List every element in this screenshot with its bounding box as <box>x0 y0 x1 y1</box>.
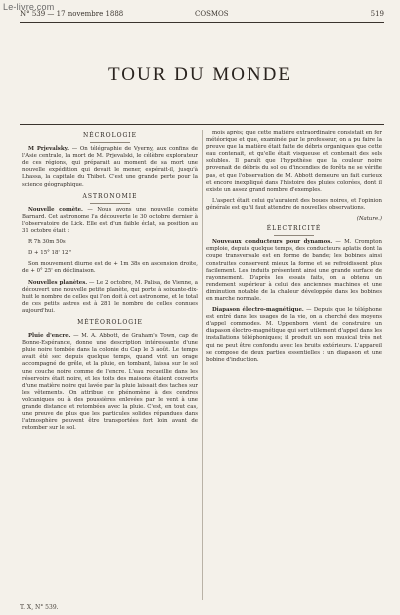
article-paragraph <box>22 239 198 246</box>
article-text: — M. Crompton emploie, depuis quelque temps, des conducteurs aplatis dont la coupe transversale est en forme de bande; les bobines ainsi construites conservent mieux la forme et se refroidissent plus facilement. Les induits présentent ainsi une grande surface de rayonnement. D'après les essais faits, on a obtenu un rendement supérieur à celui des anciennes machines et une diminution notable de la chaleur développée dans les bobines en marche normale. <box>206 239 382 302</box>
left-column <box>22 130 198 600</box>
article-paragraph <box>22 280 198 315</box>
section-title: NÉCROLOGIE <box>82 132 138 139</box>
section-rule <box>90 142 130 143</box>
article-text: L'aspect était celui qu'auraient des boues noires, et l'opinion générale est qu'il faut attendre de nouvelles observations. <box>206 197 382 211</box>
article-lead: Nouvelles planètes. <box>28 279 88 286</box>
section-rule <box>274 235 314 236</box>
masthead-rule <box>20 124 384 125</box>
article-paragraph <box>22 261 198 275</box>
article-text: Son mouvement diurne est de + 1m 38s en ascension droite, de + 0° 25' en déclinaison. <box>22 261 198 275</box>
page-footer: T. X, N° 539. <box>20 604 59 611</box>
article-text: — Depuis que le téléphone est entré dans les usages de la vie, on a cherché des moyens d'appel commodes. M. Uppenborn vient de construire un diapason électro-magnétique qui sert utilement d'appel dans les installations téléphoniques; il produit un son musical très net qui ne peut être confondu avec les bruits extérieurs. L'appareil se compose de deux parties essentielles : un diapason et une bobine d'induction. <box>206 307 382 363</box>
article-text: — Nous avons une nouvelle comète Barnard. Cet astronome l'a découverte le 30 octobre dernier à l'observatoire de Lick. Elle est d'un faible éclat, sa position au 31 octobre était : <box>22 206 198 235</box>
article-paragraph <box>206 239 382 303</box>
article-paragraph <box>22 333 198 432</box>
article-paragraph <box>22 146 198 189</box>
article-text: — M. A. Abbott, de Graham's Town, cap de Bonne-Espérance, donne une description intéressante d'une pluie noire tombée dans la colonie du Cap le 3 août. Le temps avait été sec depuis quelque temps, quand vint un orage accompagné de grêle, et la pluie, en tombant, laissa sur le sol une couche noire comme de l'encre. L'eau recueillie dans les réservoirs était noire, et les toits des maisons étaient couverts d'une matière noire qui lavée par la pluie laissait des taches sur les vêtements. On attribue ce phénomène à des cendres volcaniques ou à des poussières enlevées par le vent à une grande distance et retombées avec la pluie. C'est, en tout cas, une preuve de plus que les particules solides répandues dans l'atmosphère peuvent être transportées fort loin avant de retomber sur le sol. <box>22 333 198 432</box>
article-lead: Pluie d'encre. <box>28 333 71 340</box>
article-source: (Nature.) <box>356 216 382 223</box>
section-masthead: TOUR DU MONDE <box>108 64 292 85</box>
issue-info: N° 539 — 17 novembre 1888 <box>20 10 124 18</box>
article-text: R 7h 30m 50s <box>28 239 66 246</box>
article-paragraph <box>206 198 382 212</box>
article-paragraph <box>206 130 382 194</box>
article-paragraph <box>206 307 382 364</box>
site-watermark: Le-livre.com <box>3 2 55 12</box>
journal-name: COSMOS <box>195 10 229 18</box>
section-title: MÉTÉOROLOGIE <box>77 318 143 326</box>
section-rule <box>90 203 130 204</box>
page-number: 519 <box>370 10 384 18</box>
article-paragraph <box>22 250 198 257</box>
section-rule <box>90 329 130 330</box>
article-lead: Nouvelle comète. <box>28 206 83 213</box>
article-paragraph <box>22 207 198 235</box>
article-text: D + 15° 18' 12" <box>28 250 71 257</box>
article-lead: M Prjevalsky. <box>28 146 69 153</box>
running-header <box>20 10 384 22</box>
article-text: — Le 2 octobre, M. Palisa, de Vienne, a découvert une nouvelle petite planète, qui porte à soixante-dix-huit le nombre de celles qui l'on doit à cet astronome, et le total de ces petits astres est à 281 le nombre de celles connues aujourd'hui. <box>22 279 198 314</box>
header-rule <box>20 22 384 23</box>
section-title: ASTRONOMIE <box>82 192 138 200</box>
column-divider <box>202 130 203 600</box>
section-title: ÉLECTRICITÉ <box>266 225 322 233</box>
article-lead: Nouveaux conducteurs pour dynamos. <box>212 239 333 246</box>
right-column <box>206 130 382 600</box>
article-text: — On télégraphie de Vyerny, aux confins de l'Asie centrale, la mort de M. Prjevalski, le célèbre explorateur de ces régions, qui préparait au moment de sa mort une nouvelle expédition qui devait le mener, espérait-il, jusqu'à Lhassa, la capitale du Thibet. C'est une grande perte pour la science géographique. <box>22 146 198 188</box>
article-text: mois après; que cette matière extraordinaire consistait en fer météorique et que, examinée par le professeur, on a pu faire la preuve que la matière était faite de débris organiques que cette eau contenait, et qu'elle était visqueuse et contenait des sels solubles. Il paraît que l'hypothèse que la couleur noire provenait de débris du sol ou d'incendies de forêts ne se vérifie pas, et que l'observation de M. Abbott demeure un fait curieux et encore inexpliqué dans l'histoire des pluies colorées, dont il existe un assez grand nombre d'exemples. <box>206 130 382 193</box>
article-lead: Diapason électro-magnétique. <box>212 307 304 314</box>
